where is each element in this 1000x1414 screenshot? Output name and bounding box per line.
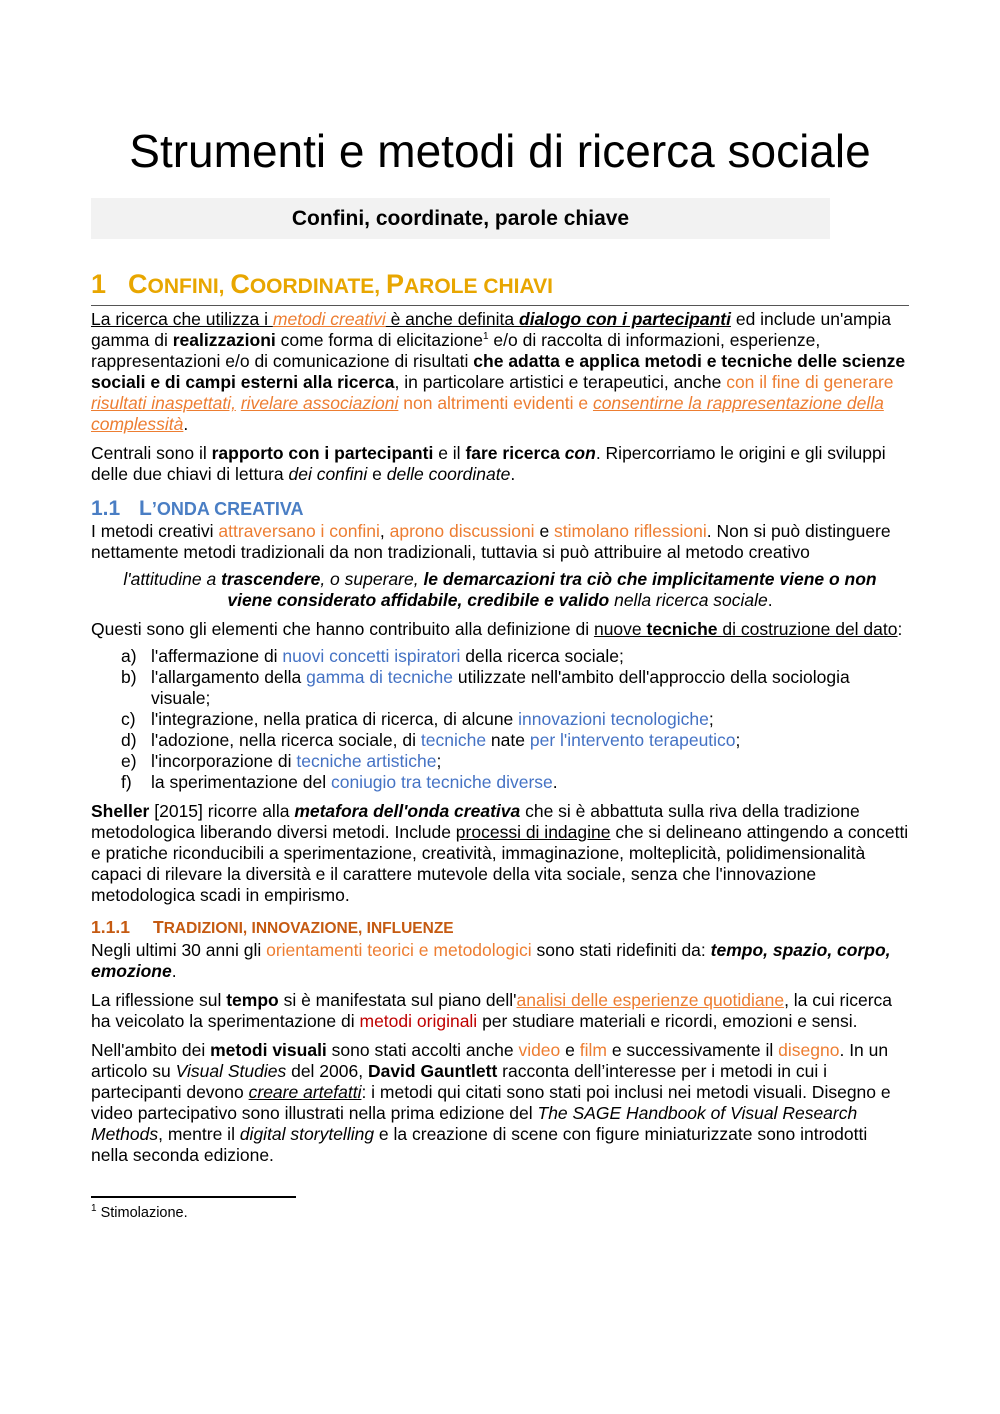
section-number: 1.1: [91, 497, 121, 520]
list-item: f) la sperimentazione del coniugio tra tecniche diverse.: [121, 772, 558, 792]
footnote-reference[interactable]: 1: [482, 331, 489, 343]
section-1-1-heading: 1.1 L’ONDA CREATIVA: [91, 497, 304, 520]
paragraph: Questi sono gli elementi che hanno contribuito alla definizione di nuove tecniche di costruzione del dato:: [91, 619, 903, 639]
document-title: Strumenti e metodi di ricerca sociale: [129, 125, 871, 177]
footnote-mark: 1: [91, 1203, 97, 1215]
list-item: a) l'affermazione di nuovi concetti ispiratori della ricerca sociale;: [121, 646, 624, 666]
footnote: $^1$ Stimolazione.: [91, 1203, 188, 1221]
footnote-separator: [91, 1196, 296, 1198]
section-number: 1: [91, 269, 107, 299]
document-page: [91, 0, 909, 1222]
section-number: 1.1.1: [91, 917, 130, 937]
section-1-1-1-heading: 1.1.1 TRADIZIONI, INNOVAZIONE, INFLUENZE: [91, 917, 454, 937]
paragraph: La riflessione sul tempo si è manifestata sul piano dell'analisi delle esperienze quotidiane, la cui ricerca ha veicolato la sperimentazione di metodi originali per studiare materiali e ricordi, emozioni e sensi.: [91, 990, 893, 1031]
paragraph: Negli ultimi 30 anni gli orientamenti teorici e metodologici sono stati ridefiniti da: tempo, spazio, corpo, emozione.: [91, 940, 891, 981]
paragraph: Nell'ambito dei metodi visuali sono stati accolti anche video e film e successivamente il disegno. In un articolo su Visual Studies del 2006, David Gauntlett racconta dell’interesse per i metodi in cui i partecipanti devono creare artefatti: i metodi qui citati sono stati poi inclusi nei metodi visuali. Disegno e video partecipativo sono illustrati nella prima edizione del The SAGE Handbook of Visual Research Methods, mentre il digital storytelling e la creazione di scene con figure miniaturizzate sono introdotti nella seconda edizione.: [91, 1040, 891, 1165]
list-item: e) l'incorporazione di tecniche artistiche;: [121, 751, 442, 771]
paragraph: Sheller [2015] ricorre alla metafora dell'onda creativa che si è abbattuta sulla riva della tradizione metodologica liberando diversi metodi. Include processi di indagine che si delineano attingendo a concetti e pratiche riconducibili a sperimentazione, creatività, immaginazione, molteplicità, polidimensionalità capaci di rilevare la diversità e il carattere mutevole della vita sociale, senza che l'innovazione metodologica scadi in empirismo.: [91, 801, 909, 905]
quote-paragraph: l'attitudine a trascendere, o superare, le demarcazioni tra ciò che implicitamente viene o non viene considerato affidabile, credibile e valido nella ricerca sociale.: [123, 569, 877, 610]
paragraph: Centrali sono il rapporto con i partecipanti e il fare ricerca con. Ripercorriamo le origini e gli sviluppi delle due chiavi di lettura dei confini e delle coordinate.: [91, 443, 886, 484]
list-item: c) l'integrazione, nella pratica di ricerca, di alcune innovazioni tecnologiche;: [121, 709, 714, 729]
list-item: b) l'allargamento della gamma di tecniche utilizzate nell'ambito dell'approccio della sociologia visuale;: [121, 667, 850, 708]
list-item: d) l'adozione, nella ricerca sociale, di tecniche nate per l'intervento terapeutico;: [121, 730, 741, 750]
document-subtitle: Confini, coordinate, parole chiave: [91, 198, 830, 239]
paragraph: I metodi creativi attraversano i confini, aprono discussioni e stimolano riflessioni. Non si può distinguere nettamente metodi tradizionali da non tradizionali, tuttavia si può attribuire al metodo creativo: [91, 521, 891, 562]
elements-list: [91, 646, 909, 793]
section-1-heading: 1 CONFINI, COORDINATE, PAROLE CHIAVI: [91, 269, 909, 306]
paragraph: La ricerca che utilizza i metodi creativi è anche definita dialogo con i partecipanti ed include un'ampia gamma di realizzazioni come forma di elicitazione$^1$ e/o di raccolta di informazioni, esperienze, rappresentazioni e/o di comunicazione di risultati che adatta e applica metodi e tecniche delle scienze sociali e di campi esterni alla ricerca, in particolare artistici e terapeutici, anche con il fine di generare risultati inaspettati, rivelare associazioni non altrimenti evidenti e consentirne la rappresentazione della complessità.: [91, 309, 906, 434]
